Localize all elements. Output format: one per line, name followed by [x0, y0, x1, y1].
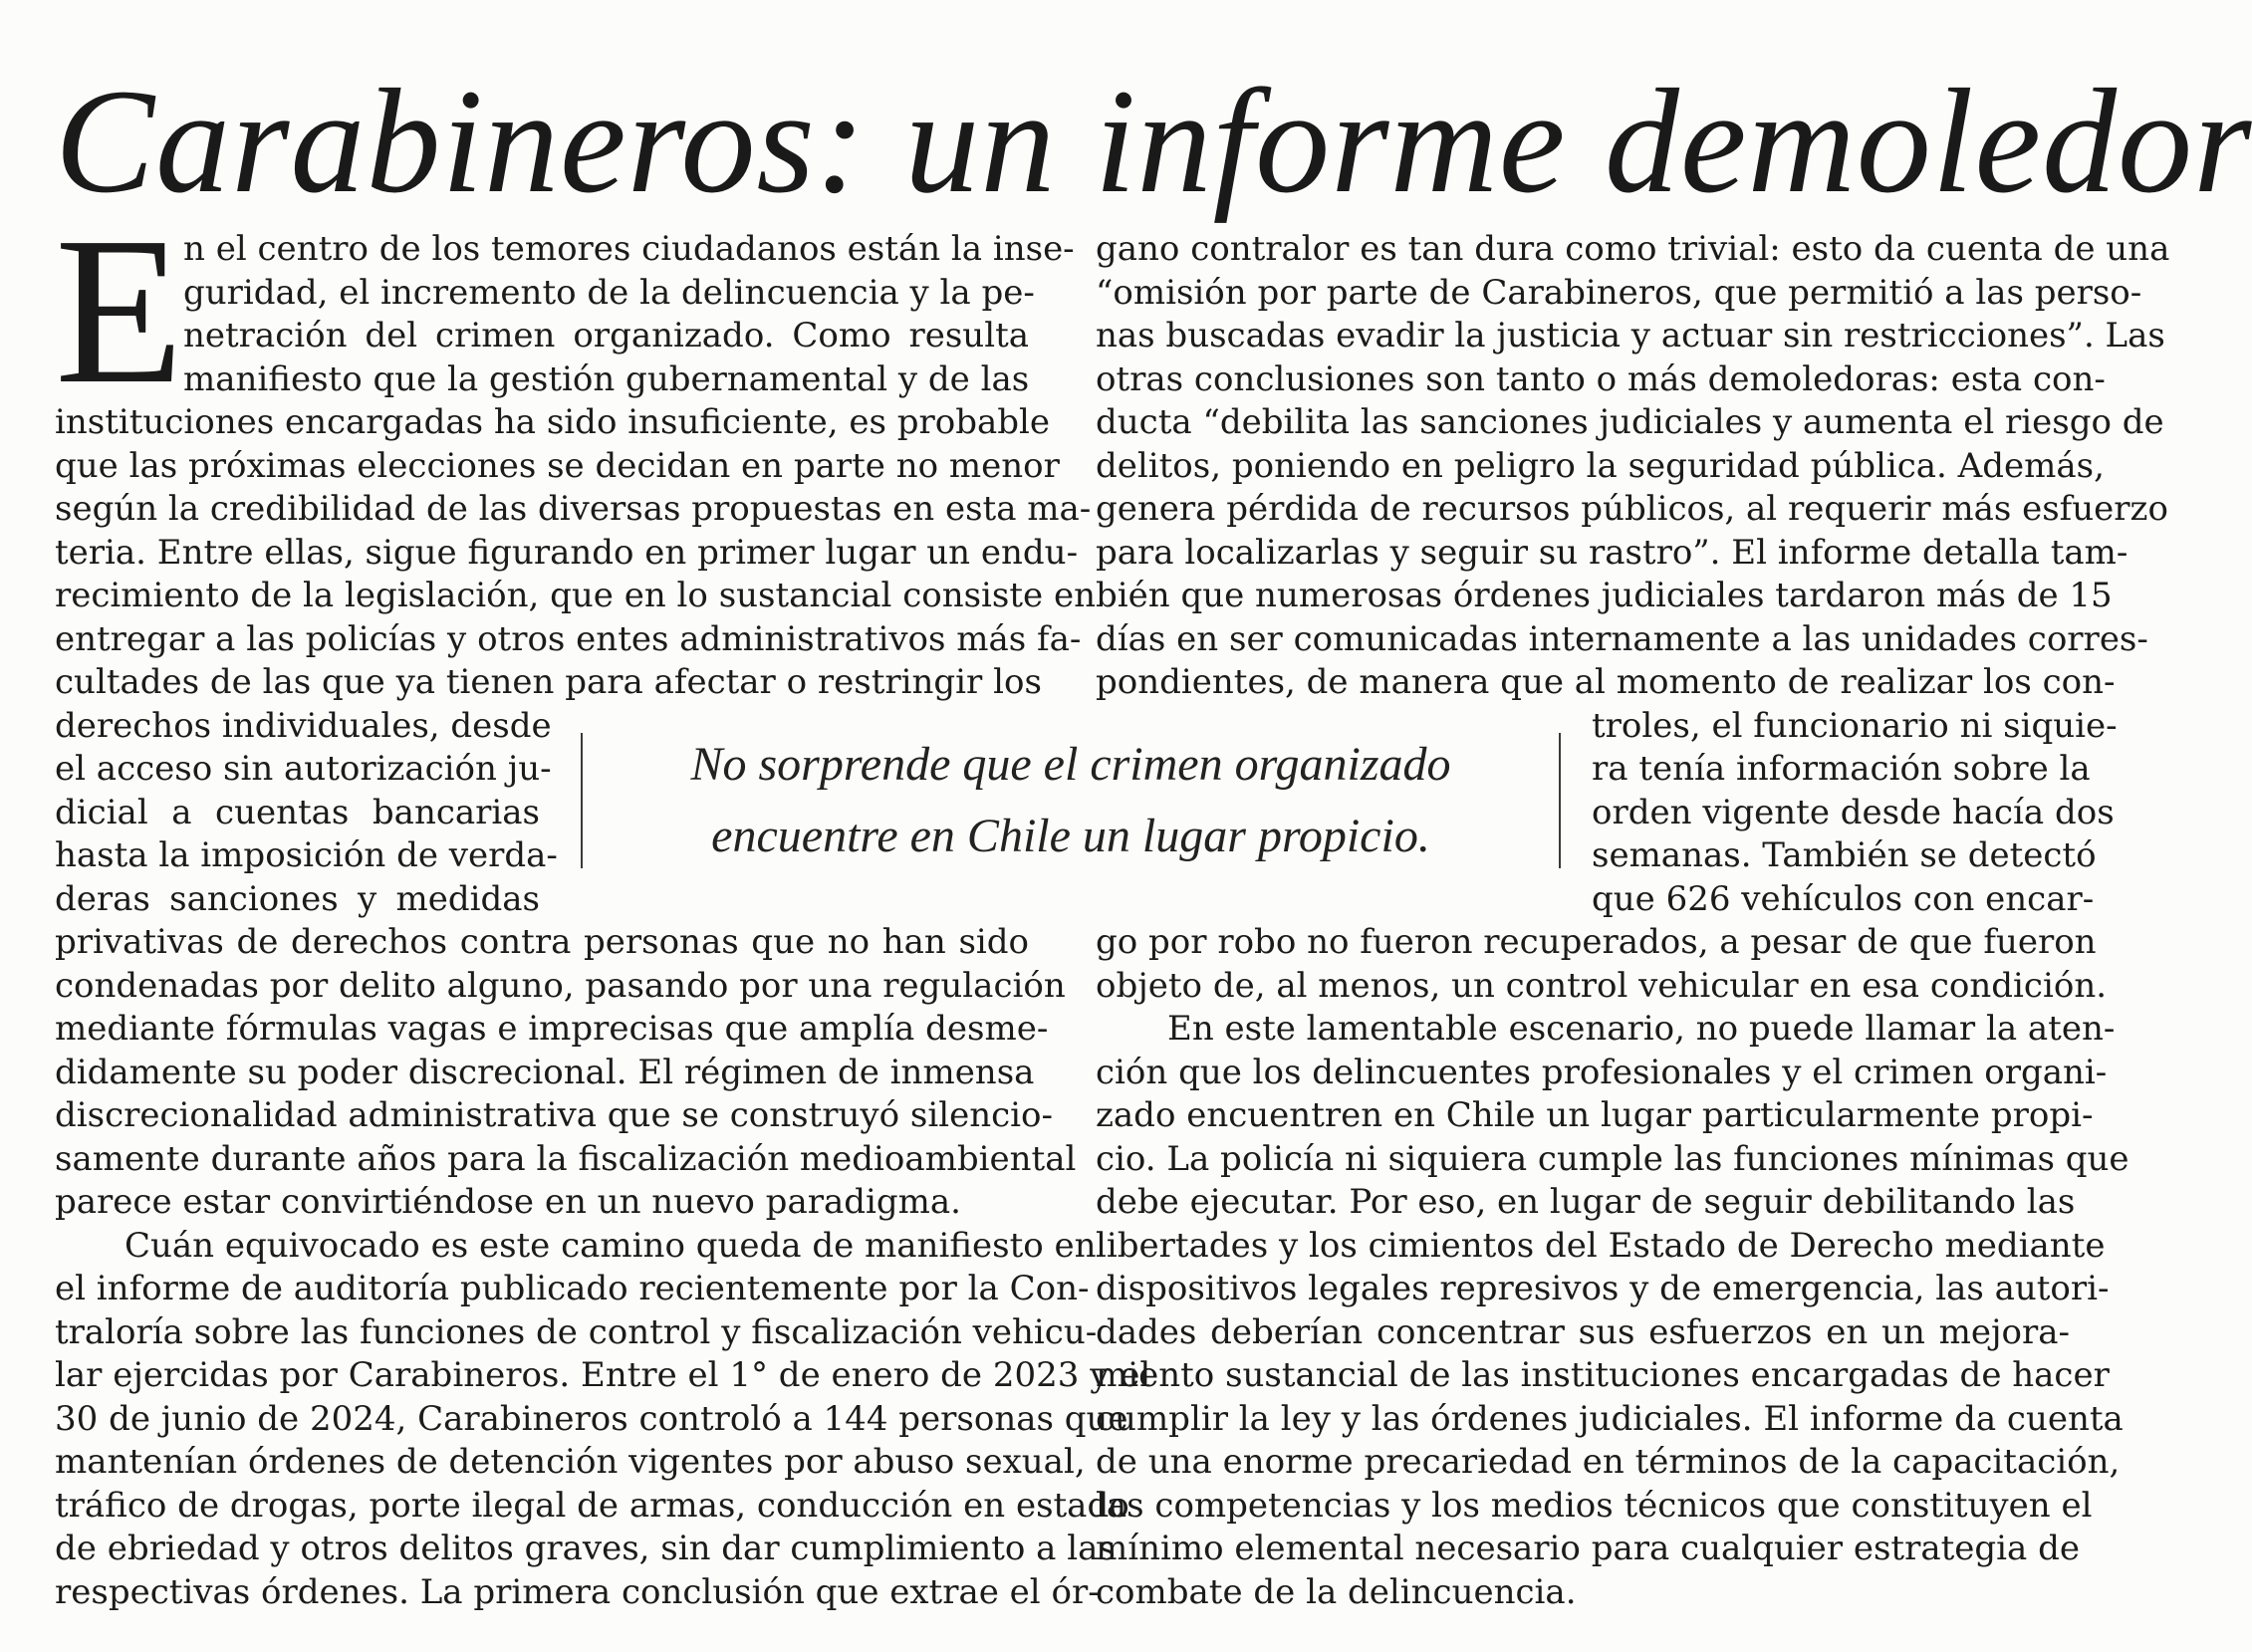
text-line: cumplir la ley y las órdenes judiciales. El informe da cuenta — [1096, 1398, 2124, 1439]
text-line: combate de la delincuencia. — [1096, 1571, 1577, 1612]
text-line: según la credibilidad de las diversas propuestas en esta ma- — [55, 489, 1092, 529]
text-line: mínimo elemental necesario para cualquier estrategia de — [1096, 1529, 2081, 1568]
text-line: go por robo no fueron recuperados, a pesar de que fueron — [1096, 922, 2097, 962]
text-line: días en ser comunicadas internamente a las unidades corres- — [1096, 618, 2148, 659]
text-line: debe ejecutar. Por eso, en lugar de seguir debilitando las — [1096, 1182, 2076, 1222]
text-line: que 626 vehículos con encar- — [1592, 878, 2095, 919]
text-line: el acceso sin autorización ju- — [55, 749, 552, 789]
text-line: condenadas por delito alguno, pasando por una regulación — [55, 965, 1066, 1006]
text-line: delitos, poniendo en peligro la seguridad pública. Además, — [1096, 445, 2105, 486]
text-line: instituciones encargadas ha sido insuficiente, es probable — [55, 402, 1051, 442]
text-line: manifiesto que la gestión gubernamental y de las — [183, 358, 1030, 399]
pull-quote-line-2: encuentre en Chile un lugar propicio. — [711, 810, 1430, 862]
text-line: bién que numerosas órdenes judiciales tardaron más de 15 — [1096, 576, 2113, 615]
text-line: de una enorme precariedad en términos de la capacitación, — [1096, 1442, 2121, 1482]
text-line: que las próximas elecciones se decidan en parte no menor — [55, 445, 1060, 486]
text-line: nas buscadas evadir la justicia y actuar sin restricciones”. Las — [1096, 316, 2165, 355]
text-line: hasta la imposición de verda- — [55, 835, 558, 875]
text-line: ra tenía información sobre la — [1592, 749, 2091, 789]
text-line: dades deberían concentrar sus esfuerzos en un mejora- — [1096, 1311, 2070, 1352]
text-line: Cuán equivocado es este camino queda de manifiesto en — [125, 1225, 1097, 1266]
pull-quote — [581, 733, 1561, 868]
text-line: entregar a las policías y otros entes administrativos más fa- — [55, 618, 1082, 659]
text-line: cio. La policía ni siquiera cumple las funciones mínimas que — [1096, 1138, 2129, 1179]
text-line: derechos individuales, desde — [55, 705, 552, 746]
text-line: libertades y los cimientos del Estado de Derecho mediante — [1096, 1225, 2106, 1266]
text-line: cultades de las que ya tienen para afectar o restringir los — [55, 662, 1042, 702]
text-line: “omisión por parte de Carabineros, que permitió a las perso- — [1096, 272, 2142, 313]
drop-cap: E — [55, 193, 184, 427]
text-line: zado encuentren en Chile un lugar particularmente propi- — [1096, 1095, 2094, 1135]
text-line: miento sustancial de las instituciones encargadas de hacer — [1096, 1355, 2110, 1395]
text-line: tráfico de drogas, porte ilegal de armas, conducción en estado — [55, 1485, 1129, 1526]
text-line: n el centro de los temores ciudadanos están la inse- — [183, 229, 1075, 269]
text-line: ducta “debilita las sanciones judiciales y aumenta el riesgo de — [1096, 402, 2164, 442]
text-line: otras conclusiones son tanto o más demoledoras: esta con- — [1096, 358, 2106, 399]
text-line: En este lamentable escenario, no puede llamar la aten- — [1167, 1009, 2116, 1049]
text-line: gano contralor es tan dura como trivial: esto da cuenta de una — [1096, 229, 2170, 269]
text-line: troles, el funcionario ni siquie- — [1592, 705, 2118, 746]
text-line: orden vigente desde hacía dos — [1592, 792, 2115, 832]
text-line: lar ejercidas por Carabineros. Entre el 1° de enero de 2023 y el — [55, 1355, 1151, 1395]
pull-quote-line-1: No sorprende que el crimen organizado — [690, 738, 1451, 791]
text-line: mantenían órdenes de detención vigentes por abuso sexual, — [55, 1442, 1086, 1482]
text-line: objeto de, al menos, un control vehicular en esa condición. — [1096, 965, 2108, 1006]
text-line: 30 de junio de 2024, Carabineros controló a 144 personas que — [55, 1398, 1128, 1439]
text-line: genera pérdida de recursos públicos, al requerir más esfuerzo — [1096, 489, 2168, 529]
text-line: el informe de auditoría publicado recientemente por la Con- — [55, 1269, 1090, 1308]
text-line: traloría sobre las funciones de control y fiscalización vehicu- — [55, 1311, 1098, 1352]
text-line: dispositivos legales represivos y de emergencia, las autori- — [1096, 1269, 2110, 1308]
text-line: teria. Entre ellas, sigue figurando en primer lugar un endu- — [55, 532, 1079, 573]
text-line: discrecionalidad administrativa que se construyó silencio- — [55, 1095, 1054, 1135]
text-line: de ebriedad y otros delitos graves, sin dar cumplimiento a las — [55, 1529, 1116, 1568]
text-line: ción que los delincuentes profesionales y el crimen organi- — [1096, 1052, 2108, 1092]
text-line: samente durante años para la fiscalización medioambiental — [55, 1138, 1077, 1179]
text-line: parece estar convirtiéndose en un nuevo paradigma. — [55, 1182, 961, 1222]
text-line: mediante fórmulas vagas e imprecisas que amplía desme- — [55, 1009, 1049, 1049]
text-line: para localizarlas y seguir su rastro”. El informe detalla tam- — [1096, 532, 2128, 573]
text-line: las competencias y los medios técnicos que constituyen el — [1096, 1485, 2093, 1526]
text-line: pondientes, de manera que al momento de realizar los con- — [1096, 662, 2116, 702]
text-line: netración del crimen organizado. Como resulta — [183, 316, 1029, 355]
headline: Carabineros: un informe demoledor — [55, 59, 2252, 224]
text-line: semanas. También se detectó — [1592, 835, 2097, 875]
text-line: recimiento de la legislación, que en lo sustancial consiste en — [55, 576, 1096, 615]
text-line: guridad, el incremento de la delincuencia y la pe- — [183, 272, 1035, 313]
text-line: dicial a cuentas bancarias — [55, 792, 540, 832]
text-line: respectivas órdenes. La primera conclusión que extrae el ór- — [55, 1571, 1100, 1612]
text-line: privativas de derechos contra personas que no han sido — [55, 922, 1029, 962]
text-line: deras sanciones y medidas — [55, 878, 540, 919]
text-line: didamente su poder discrecional. El régimen de inmensa — [55, 1052, 1035, 1092]
